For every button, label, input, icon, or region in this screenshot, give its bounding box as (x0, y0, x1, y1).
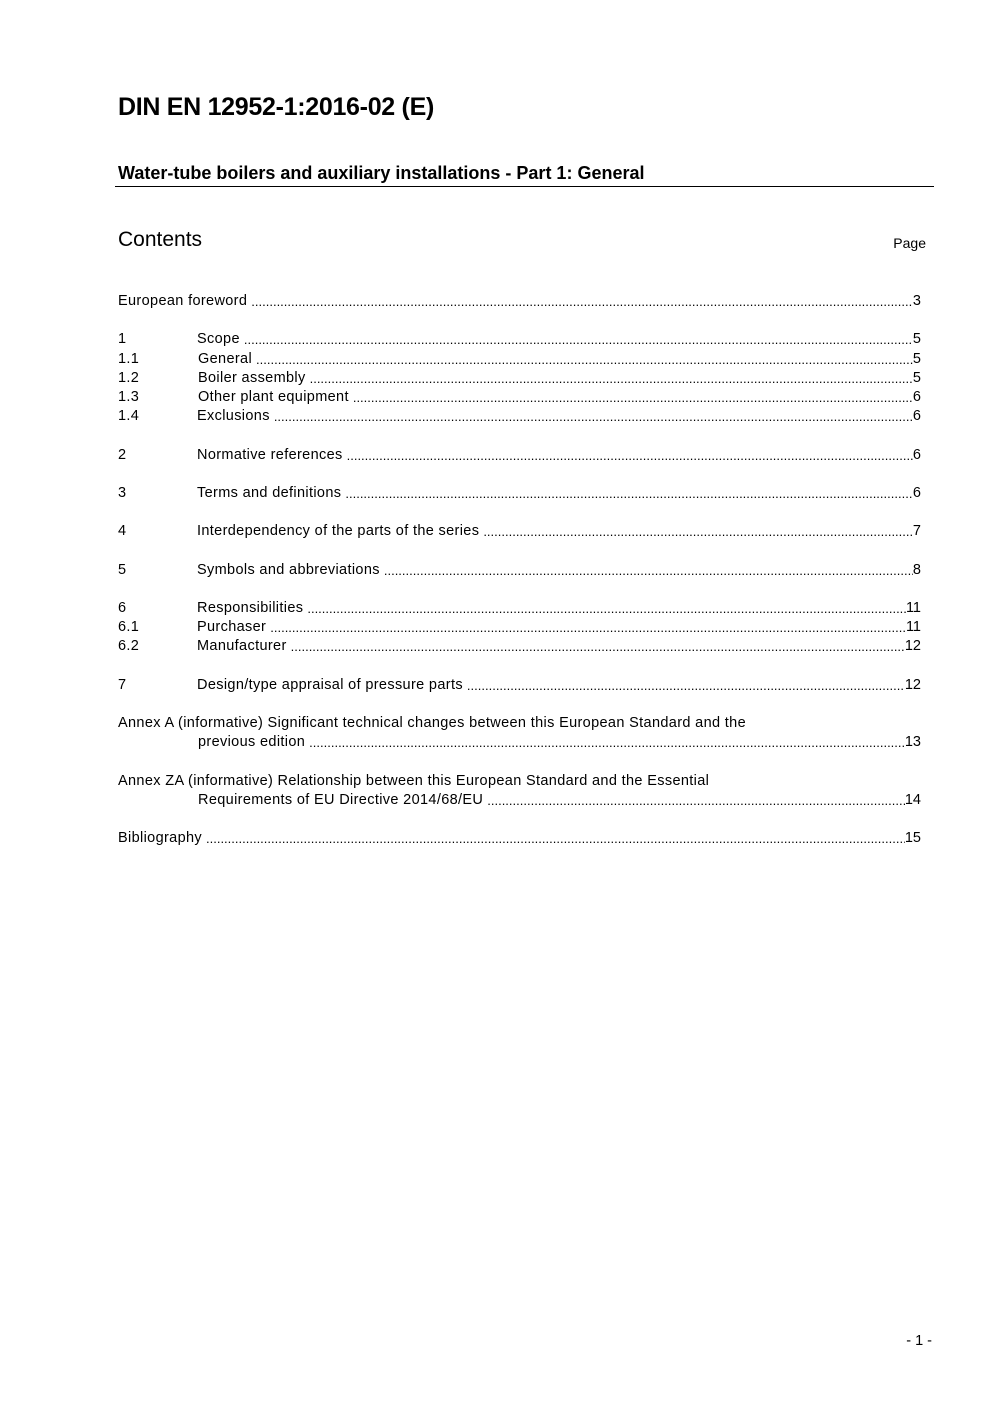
toc-entry-title: Normative references (197, 446, 347, 465)
toc-dot-leader (307, 599, 906, 618)
toc-entry-number: 6 (118, 600, 127, 616)
toc-entry-terms-and-definitions[interactable] (118, 484, 921, 503)
toc-entry-page: 13 (904, 734, 921, 751)
toc-entry-title-line1: Annex ZA (informative) Relationship between this European Standard and the Essential (118, 772, 710, 789)
toc-entry-number: 7 (118, 676, 127, 693)
toc-dot-leader (384, 561, 913, 580)
toc-entry-page: 12 (904, 676, 921, 693)
toc-entry-responsibilities[interactable] (118, 599, 921, 618)
toc-entry-annex-a[interactable] (118, 714, 921, 733)
document-subtitle: Water-tube boilers and auxiliary installations - Part 1: General (118, 163, 645, 183)
toc-entry-number: 3 (118, 484, 127, 501)
toc-dot-leader (274, 407, 913, 426)
toc-entry-page: 8 (912, 561, 921, 578)
toc-entry-title: Boiler assembly (198, 369, 310, 388)
toc-dot-leader (310, 369, 913, 388)
toc-entry-bibliography[interactable] (118, 829, 921, 848)
toc-entry-boiler-assembly[interactable] (118, 369, 921, 388)
toc-entry-title: Terms and definitions (197, 484, 345, 503)
toc-entry-interdependency[interactable] (118, 522, 921, 541)
toc-entry-number: 1.4 (118, 408, 140, 425)
toc-entry-title: Scope (197, 330, 244, 349)
toc-entry-title: Other plant equipment (198, 388, 353, 407)
toc-entry-number: 1 (118, 331, 127, 348)
toc-dot-leader (206, 829, 905, 848)
toc-entry-title: Design/type appraisal of pressure parts (197, 676, 467, 695)
toc-entry-title-line2: Requirements of EU Directive 2014/68/EU (198, 791, 487, 810)
toc-entry-title: Exclusions (197, 407, 274, 426)
toc-entry-scope[interactable] (118, 330, 921, 349)
toc-entry-number: 1.1 (118, 350, 140, 367)
document-title: DIN EN 12952-1:2016-02 (E) (118, 93, 434, 121)
toc-entry-page: 11 (905, 619, 921, 636)
toc-entry-annex-za[interactable] (118, 772, 921, 791)
toc-entry-number: 6.2 (118, 638, 140, 655)
toc-entry-annex-za-continued[interactable] (118, 791, 921, 810)
toc-entry-title: Manufacturer (197, 637, 291, 656)
toc-entry-page: 5 (912, 369, 921, 386)
toc-entry-number: 5 (118, 561, 127, 578)
toc-entry-page: 5 (912, 350, 921, 367)
toc-entry-page: 5 (912, 331, 921, 348)
toc-entry-title: European foreword (118, 292, 251, 311)
toc-dot-leader (256, 350, 913, 369)
toc-dot-leader (487, 791, 905, 810)
toc-entry-european-foreword[interactable] (118, 292, 921, 311)
subtitle-divider (115, 186, 934, 187)
toc-entry-page: 7 (912, 523, 921, 540)
toc-entry-page: 11 (905, 600, 921, 616)
table-of-contents (118, 292, 921, 848)
toc-dot-leader (353, 388, 913, 407)
toc-entry-page: 6 (912, 484, 921, 501)
toc-dot-leader (270, 618, 906, 637)
page-column-heading: Page (893, 235, 926, 251)
toc-entry-purchaser[interactable] (118, 618, 921, 637)
toc-dot-leader (467, 676, 905, 695)
toc-entry-page: 14 (904, 791, 921, 808)
toc-entry-number: 6.1 (118, 619, 140, 636)
toc-entry-manufacturer[interactable] (118, 637, 921, 656)
toc-entry-page: 6 (912, 388, 921, 405)
toc-entry-title: Interdependency of the parts of the series (197, 522, 483, 541)
page-number: - 1 - (906, 1333, 932, 1349)
toc-entry-number: 4 (118, 523, 127, 540)
toc-entry-design-type-appraisal[interactable] (118, 676, 921, 695)
toc-entry-title-line1: Annex A (informative) Significant technical changes between this European Standard and the (118, 715, 746, 732)
toc-entry-symbols-and-abbreviations[interactable] (118, 561, 921, 580)
toc-entry-number: 1.3 (118, 388, 140, 405)
toc-entry-page: 3 (912, 293, 921, 309)
toc-entry-title: General (198, 350, 256, 369)
toc-entry-exclusions[interactable] (118, 407, 921, 426)
toc-entry-title: Responsibilities (197, 599, 307, 618)
toc-entry-title: Purchaser (197, 618, 270, 637)
toc-dot-leader (251, 292, 913, 311)
toc-entry-annex-a-continued[interactable] (118, 733, 921, 752)
toc-entry-other-plant-equipment[interactable] (118, 388, 921, 407)
toc-dot-leader (309, 733, 905, 752)
toc-dot-leader (347, 446, 913, 465)
toc-entry-number: 1.2 (118, 369, 140, 386)
toc-entry-title: Bibliography (118, 829, 206, 848)
toc-entry-number: 2 (118, 446, 127, 463)
toc-dot-leader (244, 330, 913, 349)
toc-entry-page: 12 (904, 638, 921, 655)
toc-entry-title-line2: previous edition (198, 733, 309, 752)
toc-dot-leader (291, 637, 905, 656)
toc-entry-page: 6 (912, 408, 921, 425)
toc-entry-normative-references[interactable] (118, 446, 921, 465)
toc-dot-leader (345, 484, 913, 503)
toc-entry-page: 15 (904, 830, 921, 847)
toc-dot-leader (483, 522, 913, 541)
contents-heading: Contents (118, 228, 203, 251)
toc-entry-title: Symbols and abbreviations (197, 561, 384, 580)
toc-entry-general[interactable] (118, 350, 921, 369)
toc-entry-page: 6 (912, 446, 921, 463)
